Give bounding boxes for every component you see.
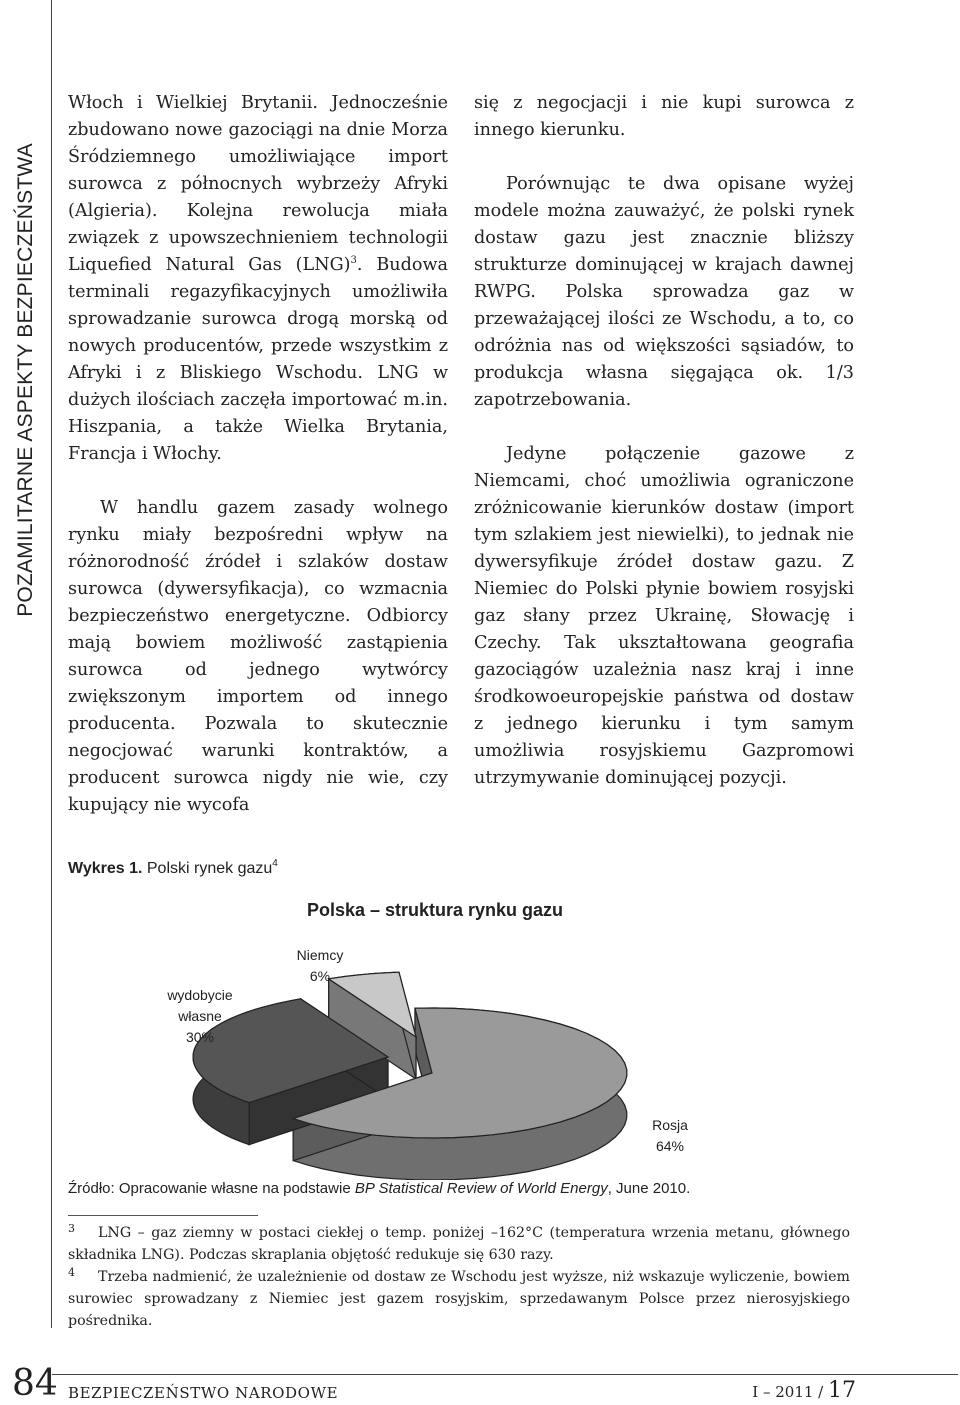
right-paragraph-3: Jedyne połączenie gazowe z Niemcami, choć umożliwia ograniczone zróżnicowanie kierunków dostaw (import tym szlakiem jest niewielki), to jednak nie dywersyfikuje źródeł dostaw gazu. Z Niemiec do Polski płynie bowiem rosyjski gaz słany przez Ukrainę, Słowację i Czechy. Tak ukształtowana geografia gazociągów uzależnia nasz kraj i inne środkowoeuropejskie państwa od dostaw z jednego kierunku i tym samym umożliwia rosyjskiemu Gazpromowi utrzymywanie dominującej pozycji. bbox=[474, 444, 854, 788]
source-title: BP Statistical Review of World Energy bbox=[354, 1180, 608, 1197]
pie-chart bbox=[150, 890, 710, 1180]
footnote-divider bbox=[68, 1215, 258, 1216]
footnote-ref-4[interactable]: 4 bbox=[272, 858, 278, 869]
issue-number-a: I – 2011 / bbox=[752, 1383, 828, 1401]
left-paragraph-1-text-b: . Budowa terminali regazyfikacyjnych umożliwiła sprowadzanie surowca drogą morską od nowych producentów, przede wszystkim z Afryki i z Bliskiego Wschodu. LNG w dużych ilościach zaczęła importować m.in. Hiszpania, a także Wielka Brytania, Francja i Włochy. bbox=[68, 255, 448, 464]
right-paragraph-1: się z negocjacji i nie kupi surowca z innego kierunku. bbox=[474, 93, 854, 140]
left-paragraph-2: W handlu gazem zasady wolnego rynku miały bezpośredni wpływ na różnorodność źródeł i szlaków dostaw surowca (dywersyfikacja), co wzmacnia bezpieczeństwo energetyczne. Odbiorcy mają bowiem możliwość zastąpienia surowca od jednego wytwórcy zwiększonym importem od innego producenta. Pozwala to skutecznie negocjować warunki kontraktów, a producent surowca nigdy nie wie, czy kupujący nie wycofa bbox=[68, 498, 448, 815]
footnote-4: 4 Trzeba nadmienić, że uzależnienie od dostaw ze Wschodu jest wyższe, niż wskazuje wyliczenie, bowiem surowiec sprowadzany z Niemiec jest gazem rosyjskim, sprzedawanym Polsce przez nierosyjskiego pośrednika. bbox=[68, 1266, 850, 1329]
page-number: 84 bbox=[12, 1363, 58, 1404]
figure-label: Wykres 1. bbox=[68, 860, 143, 877]
figure-source bbox=[68, 1180, 690, 1197]
right-paragraph-2: Porównując te dwa opisane wyżej modele można zauważyć, że polski rynek dostaw gazu jest znacznie bliższy strukturze dominującej w krajach dawnej RWPG. Polska sprowadza gaz w przeważającej ilości ze Wschodu, a to, co odróżnia nas od większości sąsiadów, to produkcja własna sięgająca ok. 1/3 zapotrzebowania. bbox=[474, 174, 854, 410]
chart-title: Polska – struktura rynku gazu bbox=[306, 900, 564, 920]
right-column bbox=[474, 90, 854, 792]
footnote-3: 3 LNG – gaz ziemny w postaci ciekłej o temp. poniżej –162°C (temperatura wrzenia metanu, głównego składnika LNG). Podczas skraplania objętość redukuje się 630 razy. bbox=[68, 1222, 850, 1263]
pie-label-line: 64% bbox=[655, 1138, 685, 1154]
side-tab bbox=[0, 0, 52, 1328]
pie-label-line: 30% bbox=[185, 1029, 215, 1045]
footnotes bbox=[68, 1222, 850, 1332]
footnote-text: LNG – gaz ziemny w postaci ciekłej o temp. poniżej –162°C (temperatura wrzenia metanu, głównego składnika LNG). Podczas skraplania objętość redukuje się 630 razy. bbox=[68, 1225, 850, 1263]
footnote-ref-3[interactable]: 3 bbox=[350, 255, 357, 266]
footer-divider bbox=[52, 1374, 958, 1375]
pie-slices bbox=[193, 972, 627, 1180]
pie-label-line: wydobycie bbox=[167, 987, 233, 1003]
issue-number-b: 17 bbox=[828, 1378, 856, 1403]
pie-label-0 bbox=[652, 1117, 688, 1154]
pie-label-line: Niemcy bbox=[296, 947, 344, 963]
left-column bbox=[68, 90, 448, 819]
source-prefix: Źródło: Opracowanie własne na podstawie bbox=[68, 1180, 355, 1197]
footnote-text: Trzeba nadmienić, że uzależnienie od dostaw ze Wschodu jest wyższe, niż wskazuje wyliczenie, bowiem surowiec sprowadzany z Niemiec jest gazem rosyjskim, sprzedawanym Polsce przez nierosyjskiego pośrednika. bbox=[68, 1269, 850, 1329]
pie-label-line: własne bbox=[178, 1008, 222, 1024]
issue-number bbox=[752, 1378, 856, 1403]
source-suffix: , June 2010. bbox=[607, 1180, 691, 1197]
side-title: POZAMILITARNE ASPEKTY BEZPIECZEŃSTWA bbox=[14, 143, 37, 617]
left-paragraph-1 bbox=[68, 90, 448, 468]
left-paragraph-1-text-a: Włoch i Wielkiej Brytanii. Jednocześnie zbudowano nowe gazociągi na dnie Morza Śródziemnego umożliwiające import surowca z północnych wybrzeży Afryki (Algieria). Kolejna rewolucja miała związek z upowszechnieniem technologii Liquefied Natural Gas (LNG) bbox=[68, 93, 448, 275]
pie-label-line: 6% bbox=[309, 968, 331, 984]
figure-caption-text: Polski rynek gazu bbox=[142, 860, 273, 877]
pie-label-line: Rosja bbox=[652, 1117, 688, 1133]
journal-name: BEZPIECZEŃSTWO NARODOWE bbox=[68, 1384, 339, 1402]
figure-caption bbox=[68, 860, 278, 878]
